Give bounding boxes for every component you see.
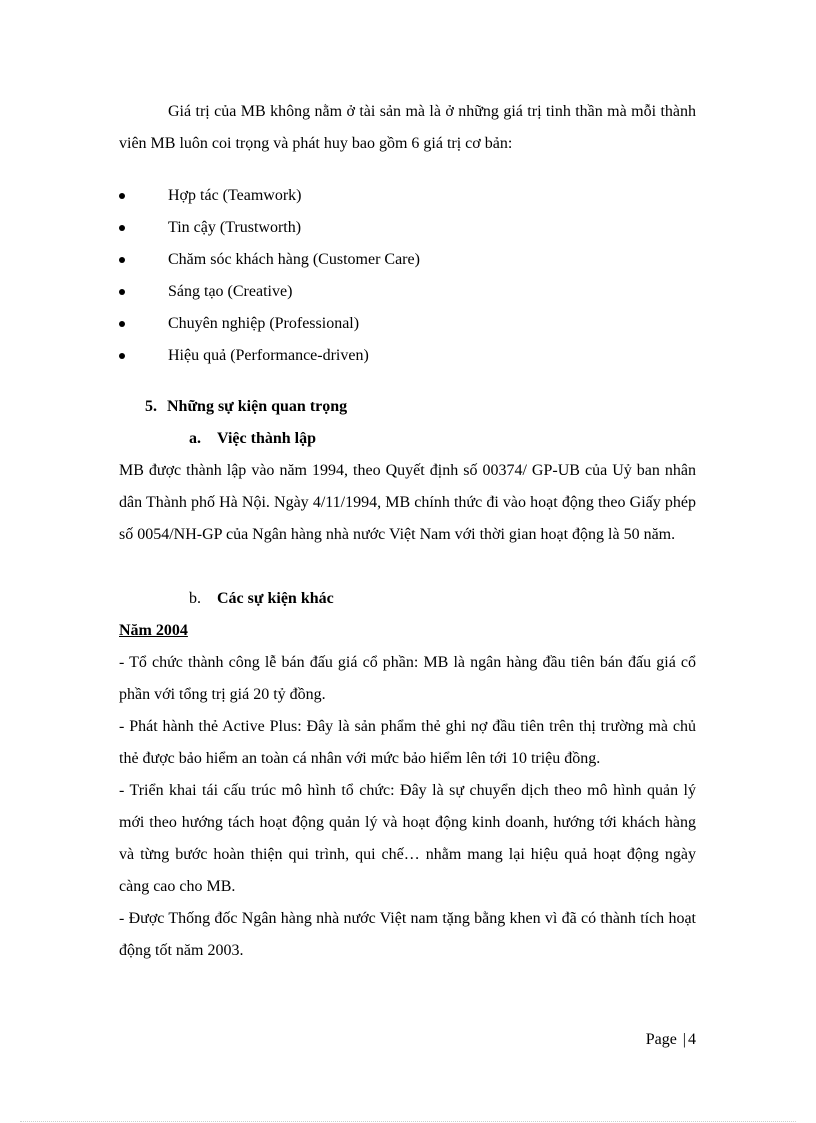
core-values-list xyxy=(119,180,696,372)
list-item xyxy=(119,180,696,212)
list-item-text: Hiệu quả (Performance-driven) xyxy=(168,347,369,364)
page-footer xyxy=(600,1026,696,1054)
bullet-icon xyxy=(119,353,125,359)
section-heading xyxy=(145,391,347,423)
subsection-title: Các sự kiện khác xyxy=(217,590,334,607)
events-list xyxy=(119,647,696,967)
list-item xyxy=(119,276,696,308)
subsection-heading-a xyxy=(189,423,316,455)
year-heading: Năm 2004 xyxy=(119,622,188,639)
subsection-heading-b xyxy=(189,583,334,615)
list-item-text: Tin cậy (Trustworth) xyxy=(168,219,302,236)
bullet-icon xyxy=(119,193,125,199)
event-paragraph: - Triển khai tái cấu trúc mô hình tổ chức: Đây là sự chuyển dịch theo mô hình quản lý mới theo hướng tách hoạt động quản lý và hoạt động kinh doanh, hướng tới khách hàng và từng bước hoàn thiện qui trình, qui chế… nhằm mang lại hiệu quả hoạt động ngày càng cao cho MB. xyxy=(119,782,696,895)
list-item-text: Hợp tác (Teamwork) xyxy=(168,187,302,204)
page-separator: | xyxy=(682,1031,686,1048)
list-item xyxy=(119,244,696,276)
list-item-text: Sáng tạo (Creative) xyxy=(168,283,293,300)
page-bottom-rule xyxy=(20,1121,796,1122)
event-paragraph: - Tổ chức thành công lễ bán đấu giá cổ phần: MB là ngân hàng đầu tiên bán đấu giá cổ phần với tổng trị giá 20 tỷ đồng. xyxy=(119,654,696,703)
bullet-icon xyxy=(119,257,125,263)
event-paragraph: - Được Thống đốc Ngân hàng nhà nước Việt nam tặng bằng khen vì đã có thành tích hoạt động tốt năm 2003. xyxy=(119,910,696,959)
intro-paragraph: Giá trị của MB không nằm ở tài sản mà là ở những giá trị tinh thần mà mỗi thành viên MB luôn coi trọng và phát huy bao gồm 6 giá trị cơ bản: xyxy=(119,103,696,152)
list-item-text: Chuyên nghiệp (Professional) xyxy=(168,315,360,332)
section-title: Những sự kiện quan trọng xyxy=(167,398,348,415)
page-label: Page xyxy=(645,1031,677,1048)
subsection-letter: a. xyxy=(189,430,201,447)
bullet-icon xyxy=(119,289,125,295)
list-item-text: Chăm sóc khách hàng (Customer Care) xyxy=(168,251,420,268)
list-item xyxy=(119,212,696,244)
bullet-icon xyxy=(119,225,125,231)
subsection-letter: b. xyxy=(189,590,201,607)
page-number: 4 xyxy=(688,1031,696,1048)
list-item xyxy=(119,308,696,340)
section-number: 5. xyxy=(145,398,157,415)
event-paragraph: - Phát hành thẻ Active Plus: Đây là sản phẩm thẻ ghi nợ đầu tiên trên thị trường mà chủ thẻ được bảo hiểm an toàn cá nhân với mức bảo hiểm lên tới 10 triệu đồng. xyxy=(119,718,696,767)
bullet-icon xyxy=(119,321,125,327)
subsection-title: Việc thành lập xyxy=(217,430,316,447)
list-item xyxy=(119,340,696,372)
founding-paragraph: MB được thành lập vào năm 1994, theo Quyết định số 00374/ GP-UB của Uỷ ban nhân dân Thành phố Hà Nội. Ngày 4/11/1994, MB chính thức đi vào hoạt động theo Giấy phép số 0054/NH-GP của Ngân hàng nhà nước Việt Nam với thời gian hoạt động là 50 năm. xyxy=(119,462,696,543)
